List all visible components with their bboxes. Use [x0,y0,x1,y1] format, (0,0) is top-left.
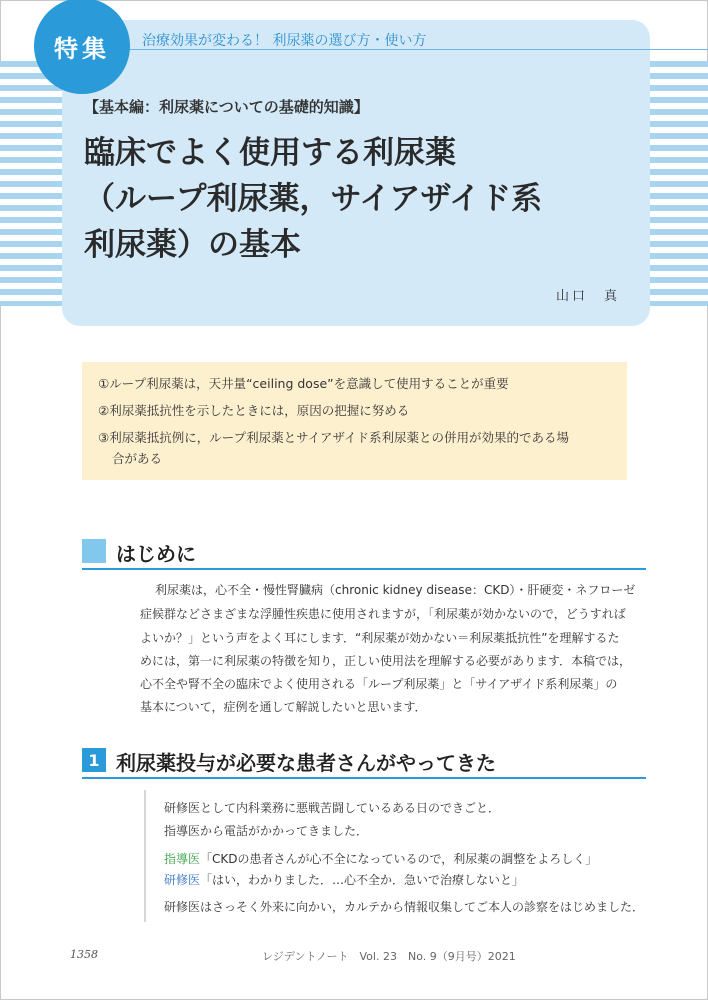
speaker-resident: 研修医 [164,873,201,887]
key-points-box [82,362,627,480]
series-title: 治療効果が変わる！ 利尿薬の選び方・使い方 [142,33,427,49]
article-title-line: 利尿薬）の基本 [84,227,301,263]
intro-heading-marker [82,539,106,563]
article-title-line: （ループ利尿薬，サイアザイド系 [84,181,543,217]
section-1-heading: 利尿薬投与が必要な患者さんがやってきた [116,751,496,775]
intro-heading-rule [82,568,646,570]
intro-paragraph-line: よいか？」という声をよく耳にします．“利尿薬が効かない＝利尿薬抵抗性”を理解するた [140,631,620,645]
journal-footer: レジデントノート Vol. 23 No. 9（9月号）2021 [262,950,516,963]
section-1-heading-rule [82,777,646,779]
article-title [84,130,644,268]
article-title-line: 臨床でよく使用する利尿薬 [84,135,456,171]
intro-paragraph-line: 利尿薬は，心不全・慢性腎臓病（chronic kidney disease：CKD）・肝硬変・ネフローゼ [155,583,636,597]
intro-paragraph-line: 症候群などさまざまな浮腫性疾患に使用されますが，「利尿薬が効かないので，どうすれば [140,607,626,621]
dialogue-text: 「CKDの患者さんが心不全になっているので，利尿薬の調整をよろしく」 [200,852,598,866]
author-name: 山口 真 [556,289,621,304]
intro-paragraph-line: 基本について，症例を通して解説したいと思います． [140,700,427,714]
dialogue-line-attending [164,850,597,867]
intro-heading: はじめに [116,542,196,566]
feature-badge: 特集 [34,0,130,94]
speaker-attending: 指導医 [164,852,201,866]
dialogue-line-resident [164,871,524,888]
case-quote-bar [144,790,146,922]
page-number: 1358 [70,948,98,961]
key-point-3-cont: 合がある [112,451,163,466]
intro-paragraph-line: めには，第一に利尿薬の特徴を知り，正しい使用法を理解する必要があります．本稿では， [140,654,632,668]
case-narration-line: 指導医から電話がかかってきました． [164,824,369,838]
key-point-2: ②利尿薬抵抗性を示したときには，原因の把握に努める [98,403,410,418]
case-narration-line: 研修医として内科業務に悪戦苦闘しているある日のできごと． [164,801,501,815]
key-point-1: ①ループ利尿薬は，天井量“ceiling dose”を意識して使用することが重要 [98,376,509,391]
section-number-badge: 1 [82,748,106,772]
dialogue-text: 「はい，わかりました．…心不全か．急いで治療しないと」 [200,873,525,887]
case-closing-line: 研修医はさっそく外来に向かい，カルテから情報収集してご本人の診察をはじめました． [164,900,645,914]
key-point-3: ③利尿薬抵抗例に，ループ利尿薬とサイアザイド系利尿薬との併用が効果的である場 [98,430,569,445]
section-label: 【基本編：利尿薬についての基礎的知識】 [84,98,369,116]
intro-paragraph-line: 心不全や腎不全の臨床でよく使用される「ループ利尿薬」と「サイアザイド系利尿薬」の [140,677,618,691]
